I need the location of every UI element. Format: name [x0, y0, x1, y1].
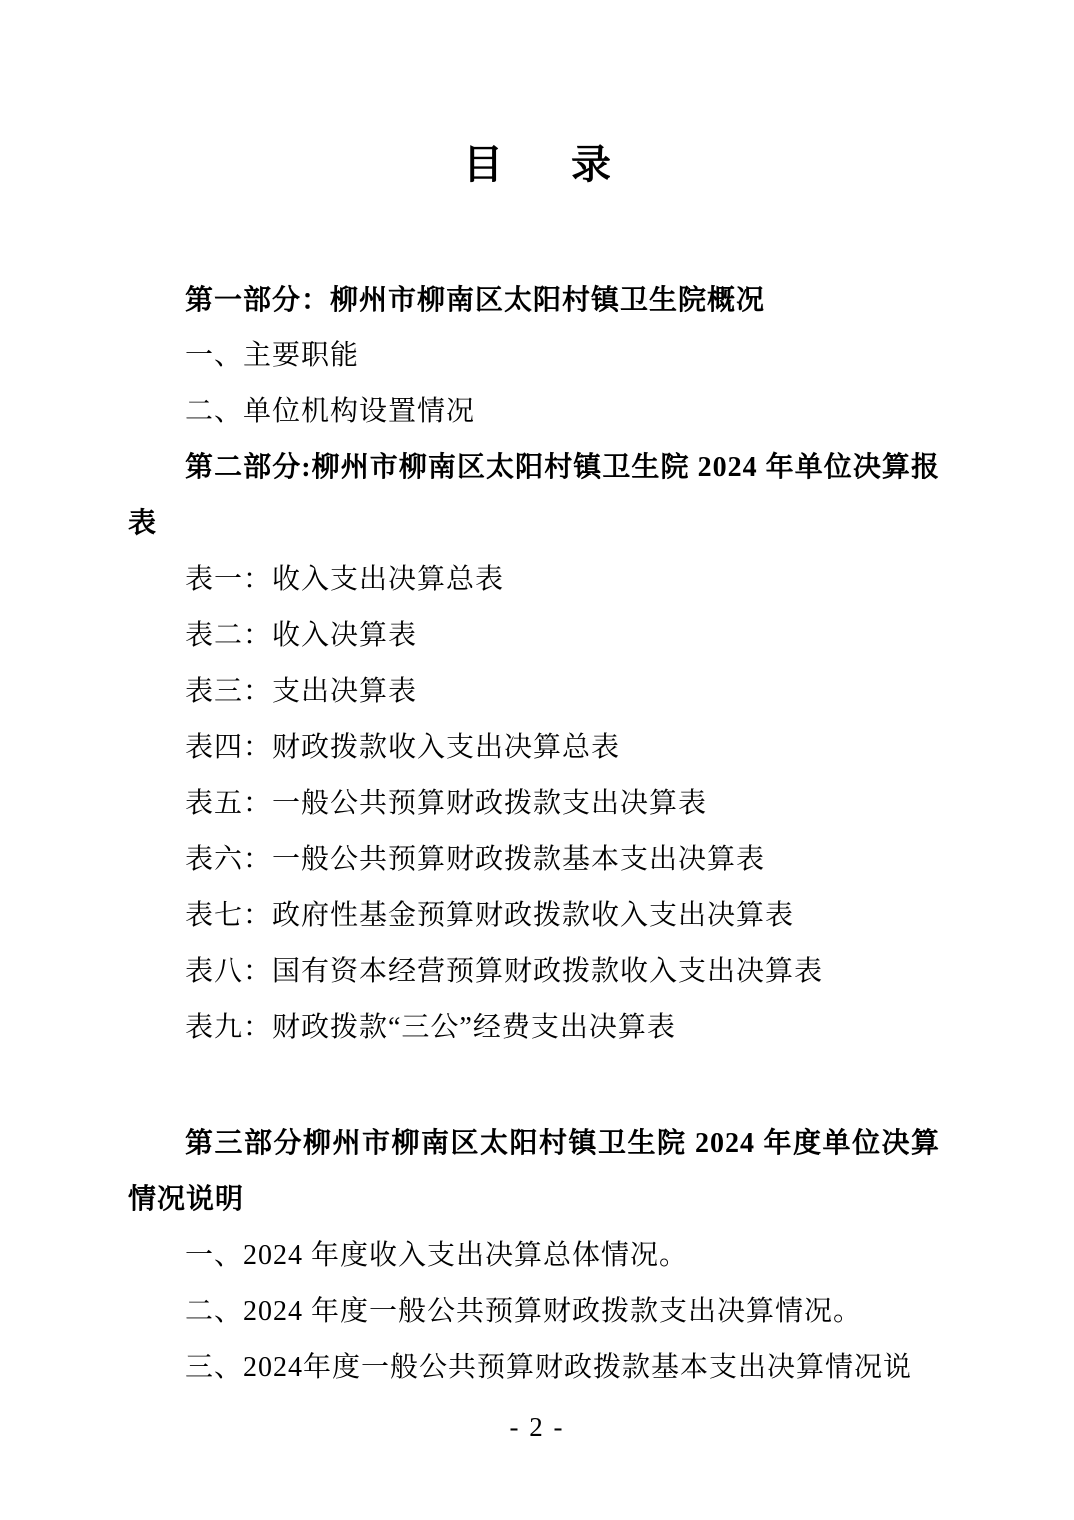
- page-number: - 2 -: [509, 1412, 565, 1442]
- part1-item-main-functions: 一、主要职能: [185, 340, 360, 371]
- toc-table-item-8: 表八：国有资本经营预算财政拨款收入支出决算表: [185, 956, 824, 987]
- toc-table-item-4: 表四：财政拨款收入支出决算总表: [185, 732, 621, 763]
- part3-item-2: 二、2024 年度一般公共预算财政拨款支出决算情况。: [185, 1296, 863, 1327]
- toc-table-item-5: 表五：一般公共预算财政拨款支出决算表: [185, 788, 708, 819]
- toc-table-item-3: 表三：支出决算表: [185, 676, 418, 707]
- part3-item-1: 一、2024 年度收入支出决算总体情况。: [185, 1240, 689, 1271]
- part1-item-org-structure: 二、单位机构设置情况: [185, 396, 476, 427]
- toc-table-item-9: 表九：财政拨款“三公”经费支出决算表: [185, 1012, 676, 1043]
- part3-item-3: 三、2024年度一般公共预算财政拨款基本支出决算情况说: [185, 1352, 913, 1383]
- page-title: 目 录: [463, 143, 625, 187]
- toc-table-item-1: 表一：收入支出决算总表: [185, 564, 505, 595]
- toc-table-item-7: 表七：政府性基金预算财政拨款收入支出决算表: [185, 900, 795, 931]
- part2-heading: 第二部分:柳州市柳南区太阳村镇卫生院 2024 年单位决算报表: [128, 452, 940, 539]
- table-of-contents: [128, 272, 940, 1396]
- part1-heading: 第一部分：柳州市柳南区太阳村镇卫生院概况: [185, 284, 766, 315]
- part3-heading: 第三部分柳州市柳南区太阳村镇卫生院 2024 年度单位决算情况说明: [128, 1128, 940, 1215]
- toc-table-item-2: 表二：收入决算表: [185, 620, 418, 651]
- toc-table-item-6: 表六：一般公共预算财政拨款基本支出决算表: [185, 844, 766, 875]
